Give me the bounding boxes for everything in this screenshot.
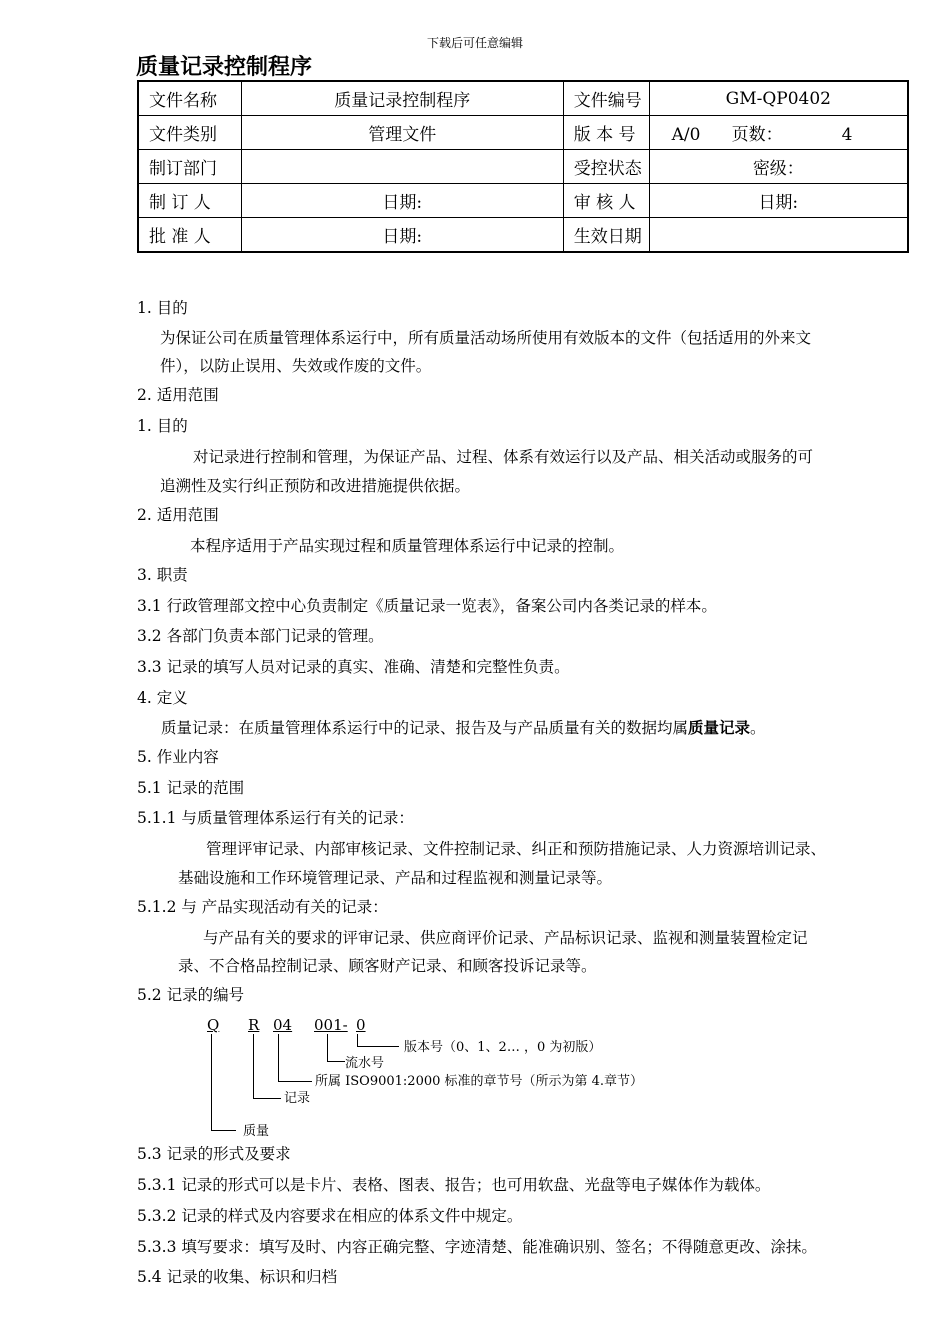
value-version: A/0 [671,125,701,145]
code-r: R [248,1016,260,1034]
document-title: 质量记录控制程序 [136,55,313,80]
list-item: 5.2 记录的编号 [137,986,245,1004]
definition-text: 质量记录：在质量管理体系运行中的记录、报告及与产品质量有关的数据均属 [161,719,689,737]
label-effective-date: 生效日期 [563,218,649,253]
connector-line [278,1081,312,1082]
code-version: 0 [356,1016,366,1034]
value-doc-number: GM-QP0402 [649,81,908,116]
table-row [138,184,908,218]
paragraph: 基础设施和工作环境管理记录、产品和过程监视和测量记录等。 [178,869,613,887]
connector-line [327,1034,328,1061]
value-approver-date: 日期: [241,218,563,253]
list-item: 3.3 记录的填写人员对记录的真实、准确、清楚和完整性负责。 [137,658,570,676]
label-version: 版 本 号 [563,116,649,150]
list-item: 5.1.1 与质量管理体系运行有关的记录： [137,809,414,827]
paragraph: 为保证公司在质量管理体系运行中，所有质量活动场所使用有效版本的文件（包括适用的外来文 [160,329,812,347]
label-serial-number: 流水号 [345,1056,385,1071]
list-item: 5.1 记录的范围 [137,779,245,797]
section-heading: 2. 适用范围 [137,506,219,524]
list-item: 5.3.1 记录的形式可以是卡片、表格、图表、报告；也可用软盘、光盘等电子媒体作为载体。 [137,1176,771,1194]
list-item: 5.3.3 填写要求：填写及时、内容正确完整、字迹清楚、能准确识别、签名；不得随意更改、涂抹。 [137,1238,817,1256]
value-version-pages [649,116,908,150]
label-dept: 制订部门 [138,150,241,184]
code-clause: 04 [273,1016,293,1034]
connector-line [357,1046,399,1047]
definition-paragraph [161,718,766,738]
value-reviewer-date: 日期: [649,184,908,218]
list-item: 3.2 各部门负责本部门记录的管理。 [137,627,384,645]
label-doc-type: 文件类别 [138,116,241,150]
table-row [138,150,908,184]
label-approver: 批 准 人 [138,218,241,253]
section-heading: 1. 目的 [137,299,188,317]
paragraph: 与产品有关的要求的评审记录、供应商评价记录、产品标识记录、监视和测量装置检定记 [203,929,808,947]
connector-line [357,1034,358,1046]
label-doc-number: 文件编号 [563,81,649,116]
paragraph: 本程序适用于产品实现过程和质量管理体系运行中记录的控制。 [190,537,625,555]
list-item: 5.3 记录的形式及要求 [137,1145,291,1163]
section-heading: 4. 定义 [137,689,188,707]
table-row [138,116,908,150]
label-record: 记录 [284,1091,311,1106]
value-pages: 4 [841,125,853,145]
document-info-table [137,80,909,253]
section-heading: 3. 职责 [137,566,188,584]
paragraph: 管理评审记录、内部审核记录、文件控制记录、纠正和预防措施记录、人力资源培训记录、 [206,840,827,858]
connector-line [211,1130,236,1131]
value-author-date: 日期: [241,184,563,218]
connector-line [278,1034,279,1081]
list-item: 3.1 行政管理部文控中心负责制定《质量记录一览表》，备案公司内各类记录的样本。 [137,597,717,615]
value-effective-date [649,218,908,253]
connector-line [253,1034,254,1098]
label-clause-number: 所属 ISO9001:2000 标准的章节号（所示为第 4.章节） [315,1074,644,1089]
value-dept [241,150,563,184]
label-author: 制 订 人 [138,184,241,218]
connector-line [327,1061,345,1062]
paragraph: 对记录进行控制和管理，为保证产品、过程、体系有效运行以及产品、相关活动或服务的可 [193,448,814,466]
value-secret-level: 密级： [649,150,908,184]
section-heading: 1. 目的 [137,417,188,435]
value-doc-name: 质量记录控制程序 [241,81,563,116]
table-row [138,218,908,253]
definition-end: 。 [750,719,766,737]
list-item: 5.1.2 与 产品实现活动有关的记录： [137,898,388,916]
label-pages: 页数： [731,125,783,145]
paragraph: 追溯性及实行纠正预防和改进措施提供依据。 [160,477,471,495]
definition-term: 质量记录 [688,719,751,737]
value-doc-type: 管理文件 [241,116,563,150]
paragraph: 录、不合格品控制记录、顾客财产记录、和顾客投诉记录等。 [178,957,597,975]
section-heading: 2. 适用范围 [137,386,219,404]
list-item: 5.4 记录的收集、标识和归档 [137,1268,338,1286]
label-reviewer: 审 核 人 [563,184,649,218]
section-heading: 5. 作业内容 [137,748,219,766]
label-doc-name: 文件名称 [138,81,241,116]
table-row [138,81,908,116]
code-serial: 001- [314,1016,348,1034]
code-q: Q [207,1016,220,1034]
connector-line [253,1098,281,1099]
connector-line [211,1034,212,1130]
label-quality: 质量 [243,1124,270,1139]
label-version-number: 版本号（0、1、2… ，0 为初版） [404,1040,602,1055]
label-control-status: 受控状态 [563,150,649,184]
header-note: 下载后可任意编辑 [426,36,523,50]
list-item: 5.3.2 记录的样式及内容要求在相应的体系文件中规定。 [137,1207,523,1225]
paragraph: 件），以防止误用、失效或作废的文件。 [160,357,432,375]
